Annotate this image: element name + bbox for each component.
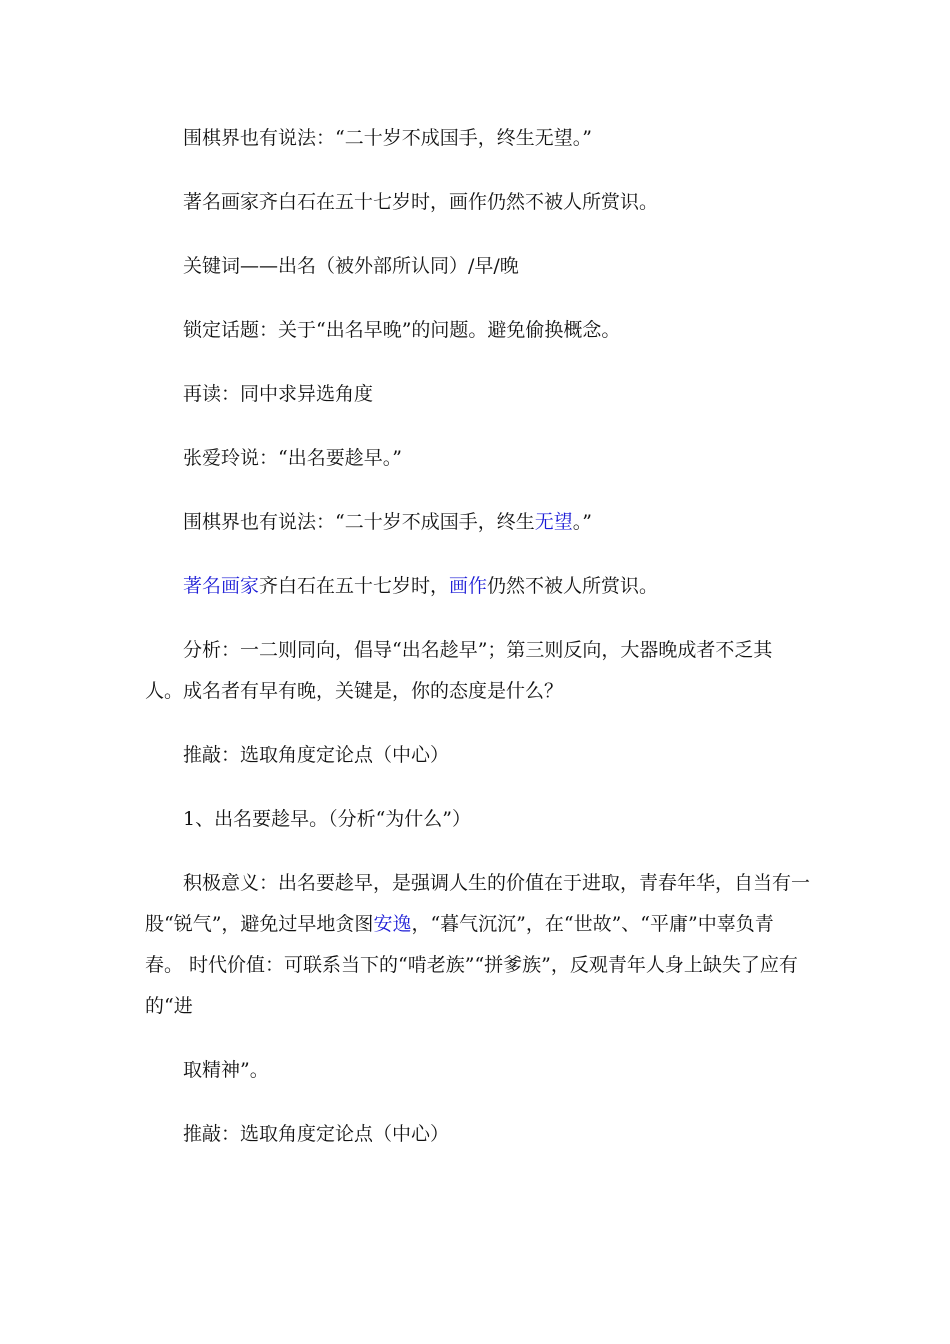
text-segment: 著名画家齐白石在五十七岁时，画作仍然不被人所赏识。 [183,191,659,213]
paragraph-keywords [145,246,810,287]
text-segment: 1、出名要趁早。（分析“为什么”） [183,808,472,830]
link-anyi[interactable]: 安逸 [373,913,412,935]
paragraph-point-one [145,799,810,840]
paragraph-qi-baishi [145,182,810,223]
paragraph-topic-lock [145,310,810,351]
text-segment: 关键词——出名（被外部所认同）/早/晚 [183,255,519,277]
text-segment: 取精神”。 [183,1059,269,1081]
text-segment: ，“暮气沉沉”，在“世故”、“平庸”中辜负青春。 时代价值：可联系当下的“啃老族”“拼爹族”，反观青年人身上缺失了应有的“进 [145,913,798,1017]
text-segment: 仍然不被人所赏识。 [487,575,659,597]
text-segment: 分析：一二则同向，倡导“出名趁早”；第三则反向，大器晚成者不乏其人。成名者有早有晚，关键是，你的态度是什么？ [145,639,773,702]
text-segment: 张爱玲说：“出名要趁早。” [183,447,402,469]
paragraph-zhang-ailing [145,438,810,479]
paragraph-qi-baishi-linked [145,566,810,607]
paragraph-deliberate-2 [145,1114,810,1155]
paragraph-deliberate [145,735,810,776]
paragraph-go-saying-linked [145,502,810,543]
link-famous-painter[interactable]: 著名画家 [183,575,260,597]
text-segment: 推敲：选取角度定论点（中心） [183,1123,450,1145]
paragraph-spirit [145,1050,810,1091]
document-body [145,118,810,1178]
text-segment: 锁定话题：关于“出名早晚”的问题。避免偷换概念。 [183,319,621,341]
text-segment: 围棋界也有说法：“二十岁不成国手，终生 [183,511,535,533]
text-segment: 齐白石在五十七岁时， [259,575,450,597]
text-segment: 。” [572,511,592,533]
text-segment: 积极意义：出名要趁早，是强调人生的价值在于进取，青春年华，自当有一股“锐气”，避免过早地贪图 [145,872,811,935]
paragraph-reread [145,374,810,415]
link-wuwang[interactable]: 无望 [534,511,573,533]
paragraph-positive-meaning [145,863,810,1027]
text-segment: 再读：同中求异选角度 [183,383,374,405]
text-segment: 推敲：选取角度定论点（中心） [183,744,450,766]
text-segment: 围棋界也有说法：“二十岁不成国手，终生无望。” [183,127,592,149]
link-painting[interactable]: 画作 [449,575,488,597]
paragraph-go-saying [145,118,810,159]
paragraph-analysis [145,630,810,712]
